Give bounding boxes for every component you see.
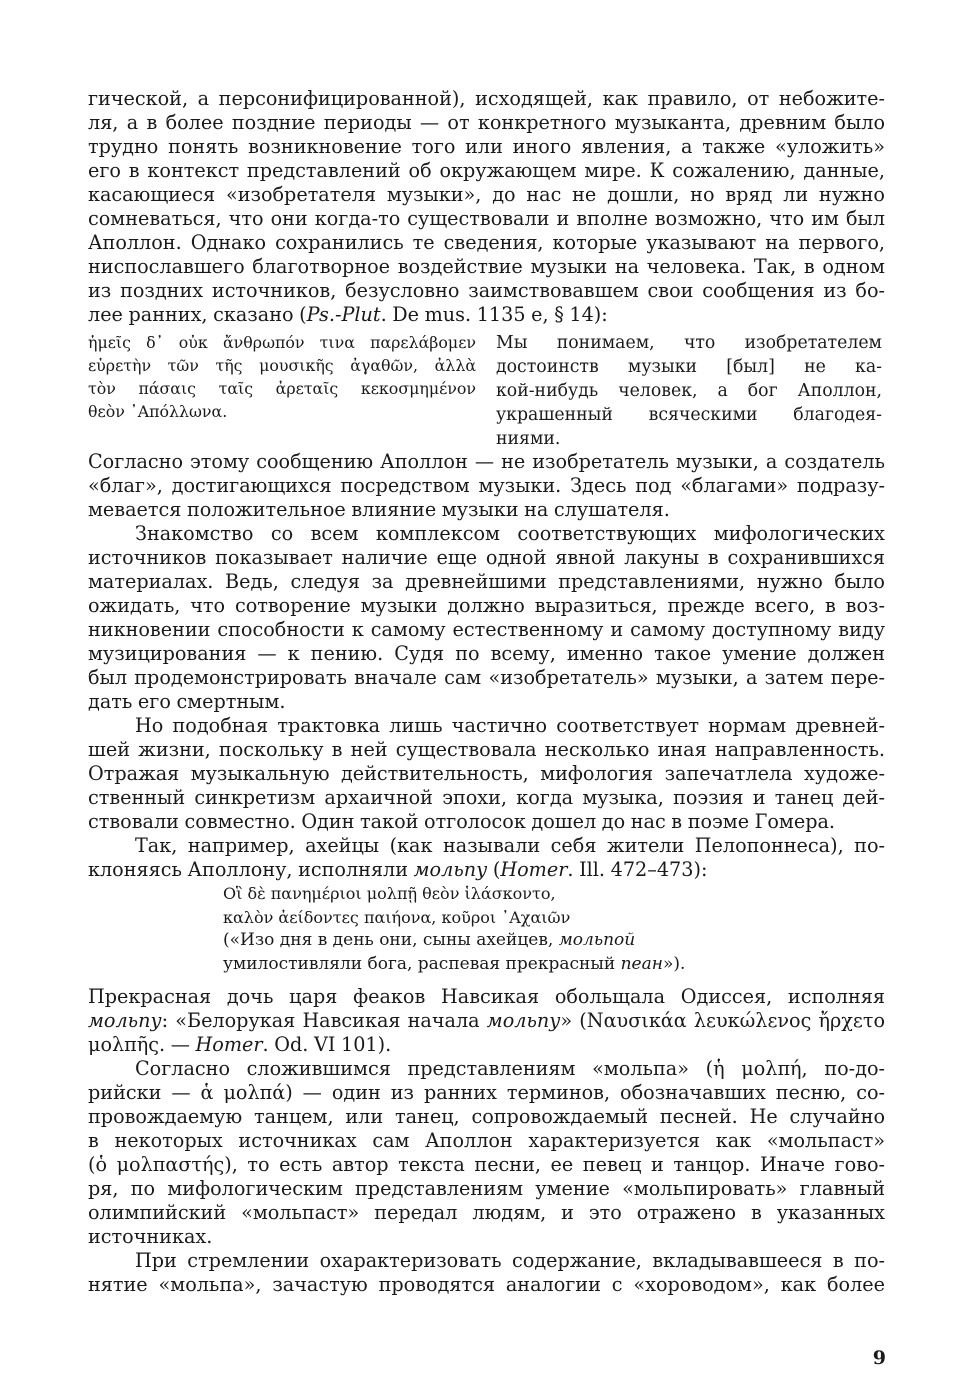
- translation-line: кой-нибудь человек, а бог Аполлон,: [496, 381, 882, 401]
- text-line: в некоторых источниках сам Аполлон характеризуется как «мольпаст»: [88, 1129, 885, 1152]
- text-run: умилостивляли бога, распевая прекрасный: [223, 953, 621, 974]
- text-line: [88, 1033, 885, 1057]
- text-line: касающиеся «изобретателя музыки», до нас не дошли, но вряд ли нужно: [88, 183, 885, 206]
- main-text-middle: [88, 450, 885, 882]
- text-line: ствовали совместно. Один такой отголосок дошел до нас в поэме Гомера.: [88, 810, 836, 833]
- translation-line: [223, 929, 783, 953]
- main-text-bottom: [88, 985, 885, 1297]
- citation-author: Homer: [500, 858, 568, 881]
- greek-line: τὸν πάσαις ταῖς ἀρεταῖς κεκοσμημένον: [88, 379, 476, 398]
- term-molpa: мольпу: [88, 1009, 162, 1032]
- text-line: источниках.: [88, 1225, 213, 1248]
- text-line: дать его смертным.: [88, 690, 286, 713]
- text-line: Но подобная трактовка лишь частично соответствует нормам древней-: [135, 714, 885, 737]
- citation-author: Ps.-Plut: [306, 303, 381, 326]
- text-line: трудно понять возникновение того или иного явления, а также «уложить»: [88, 135, 885, 158]
- text-line: нятие «мольпа», зачастую проводятся аналогии с «хороводом», как более: [88, 1273, 885, 1296]
- russian-translation: [496, 331, 882, 451]
- text-line: ля, а в более поздние периоды — от конкретного музыканта, древним было: [88, 111, 885, 134]
- citation-author: Homer: [195, 1033, 263, 1056]
- text-line: [88, 1009, 885, 1033]
- text-line: был продемонстрировать вначале сам «изобретатель» музыки, а затем пере-: [88, 666, 885, 689]
- text-line: ря, по мифологическим представлениям умение «мольпировать» главный: [88, 1177, 885, 1200]
- text-run: . Ill. 472–473):: [567, 858, 708, 881]
- text-line: Прекрасная дочь царя феаков Навсикая обольщала Одиссея, исполняя: [88, 985, 885, 1008]
- translation-line: Мы понимаем, что изобретателем: [496, 333, 882, 353]
- text-line: «благ», достигающихся посредством музыки. Здесь под «благами» подразу-: [88, 474, 885, 497]
- translation-line: ниями.: [496, 429, 561, 449]
- translation-line: [223, 953, 783, 977]
- text-run: : «Белорукая Навсикая начала: [161, 1009, 487, 1032]
- text-run: (: [487, 858, 501, 881]
- text-run: («Изо дня в день они, сыны ахейцев,: [223, 930, 559, 950]
- term-molpa: мольпой: [558, 930, 636, 950]
- text-line: из поздних источников, безусловно заимствовавшем свои сообщения из бо-: [88, 279, 885, 302]
- text-line: (ὁ μολπαστής), то есть автор текста песни, ее певец и танцор. Иначе гово-: [88, 1153, 885, 1176]
- text-line: олимпийский «мольпаст» передал людям, и это отражено в указанных: [88, 1201, 885, 1224]
- translation-line: украшенный всяческими благодея-: [496, 405, 882, 425]
- term-pean: пеан: [620, 953, 663, 974]
- text-run: лее ранних, сказано (: [88, 303, 307, 326]
- text-run: μολπῆς. —: [88, 1033, 196, 1056]
- text-line: музицирования — к пению. Судя по всему, именно такое умение должен: [88, 642, 885, 665]
- greek-original: [88, 331, 476, 423]
- text-line: ственный синкретизм архаичной эпохи, когда музыка, поэзия и танец дей-: [88, 786, 885, 809]
- text-line: источников показывает наличие еще одной явной лакуны в сохранившихся: [88, 546, 885, 569]
- text-line: никновении способности к самому естественному и самому доступному виду: [88, 618, 885, 641]
- text-line: Согласно сложившимся представлениям «мольпа» (ἡ μολπή, по-до-: [135, 1057, 885, 1080]
- text-run: . Od. VI 101).: [262, 1033, 392, 1056]
- text-line: ожидать, что сотворение музыки должно выразиться, прежде всего, в воз-: [88, 594, 885, 617]
- term-molpa: мольпу: [486, 1009, 561, 1032]
- greek-line: Οἳ δὲ πανημέριοι μολπῇ θεὸν ἱλάσκοντο,: [223, 884, 556, 903]
- bilingual-quote: [88, 331, 885, 448]
- text-line: провождаемую танцем, или танец, сопровождаемый песней. Не случайно: [88, 1105, 885, 1128]
- text-run: » (Ναυσικάα λευκώλενος ἤρχετο: [560, 1009, 886, 1032]
- text-line: [88, 303, 885, 327]
- text-line: Знакомство со всем комплексом соответствующих мифологических: [135, 522, 885, 545]
- text-line: Согласно этому сообщению Аполлон — не изобретатель музыки, а создатель: [88, 450, 885, 473]
- greek-line: θεὸν ᾽Απόλλωνα.: [88, 402, 228, 421]
- text-line: материалах. Ведь, следуя за древнейшими представлениями, нужно было: [88, 570, 885, 593]
- text-run: »).: [662, 953, 686, 974]
- text-line: Аполлон. Однако сохранились те сведения, которые указывают на первого,: [88, 231, 885, 254]
- text-line: шей жизни, поскольку в ней существовала несколько иная направленность.: [88, 738, 885, 761]
- text-line: Так, например, ахейцы (как называли себя жители Пелопоннеса), по-: [135, 834, 885, 857]
- text-line: Отражая музыкальную действительность, мифология запечатлела художе-: [88, 762, 885, 785]
- text-line: мевается положительное влияние музыки на слушателя.: [88, 498, 670, 521]
- greek-line: εὑρετὴν τῶν τῆς μουσικῆς ἀγαθῶν, ἀλλὰ: [88, 356, 476, 375]
- translation-line: достоинств музыки [был] не ка-: [496, 357, 882, 377]
- text-line: ниспославшего благотворное воздействие музыки на человека. Так, в одном: [88, 255, 885, 278]
- greek-line: καλὸν ἀείδοντες παιήονα, κοῦροι ᾽Αχαιῶν: [223, 907, 571, 927]
- greek-line: ἡμεῖς δ᾽ οὐκ ἄνθρωπόν τινα παρελάβομεν: [88, 333, 476, 352]
- term-molpa: мольпу: [413, 858, 488, 881]
- text-run: . De mus. 1135 e, § 14):: [380, 303, 608, 326]
- text-line: При стремлении охарактеризовать содержание, вкладывавшееся в по-: [135, 1249, 885, 1272]
- text-line: рийски — ἁ μολπά) — один из ранних терминов, обозначавших песню, со-: [88, 1081, 885, 1104]
- text-line: его в контекст представлений об окружающем мире. К сожалению, данные,: [88, 159, 885, 182]
- text-run: клоняясь Аполлону, исполняли: [88, 858, 414, 881]
- paragraph-1: [88, 87, 885, 327]
- homer-quote: [223, 882, 783, 976]
- text-line: [88, 858, 885, 882]
- text-line: сомневаться, что они когда-то существовали и вполне возможно, что им был: [88, 207, 885, 230]
- text-line: гической, а персонифицированной), исходящей, как правило, от небожите-: [88, 87, 885, 110]
- page-number: 9: [872, 1347, 886, 1369]
